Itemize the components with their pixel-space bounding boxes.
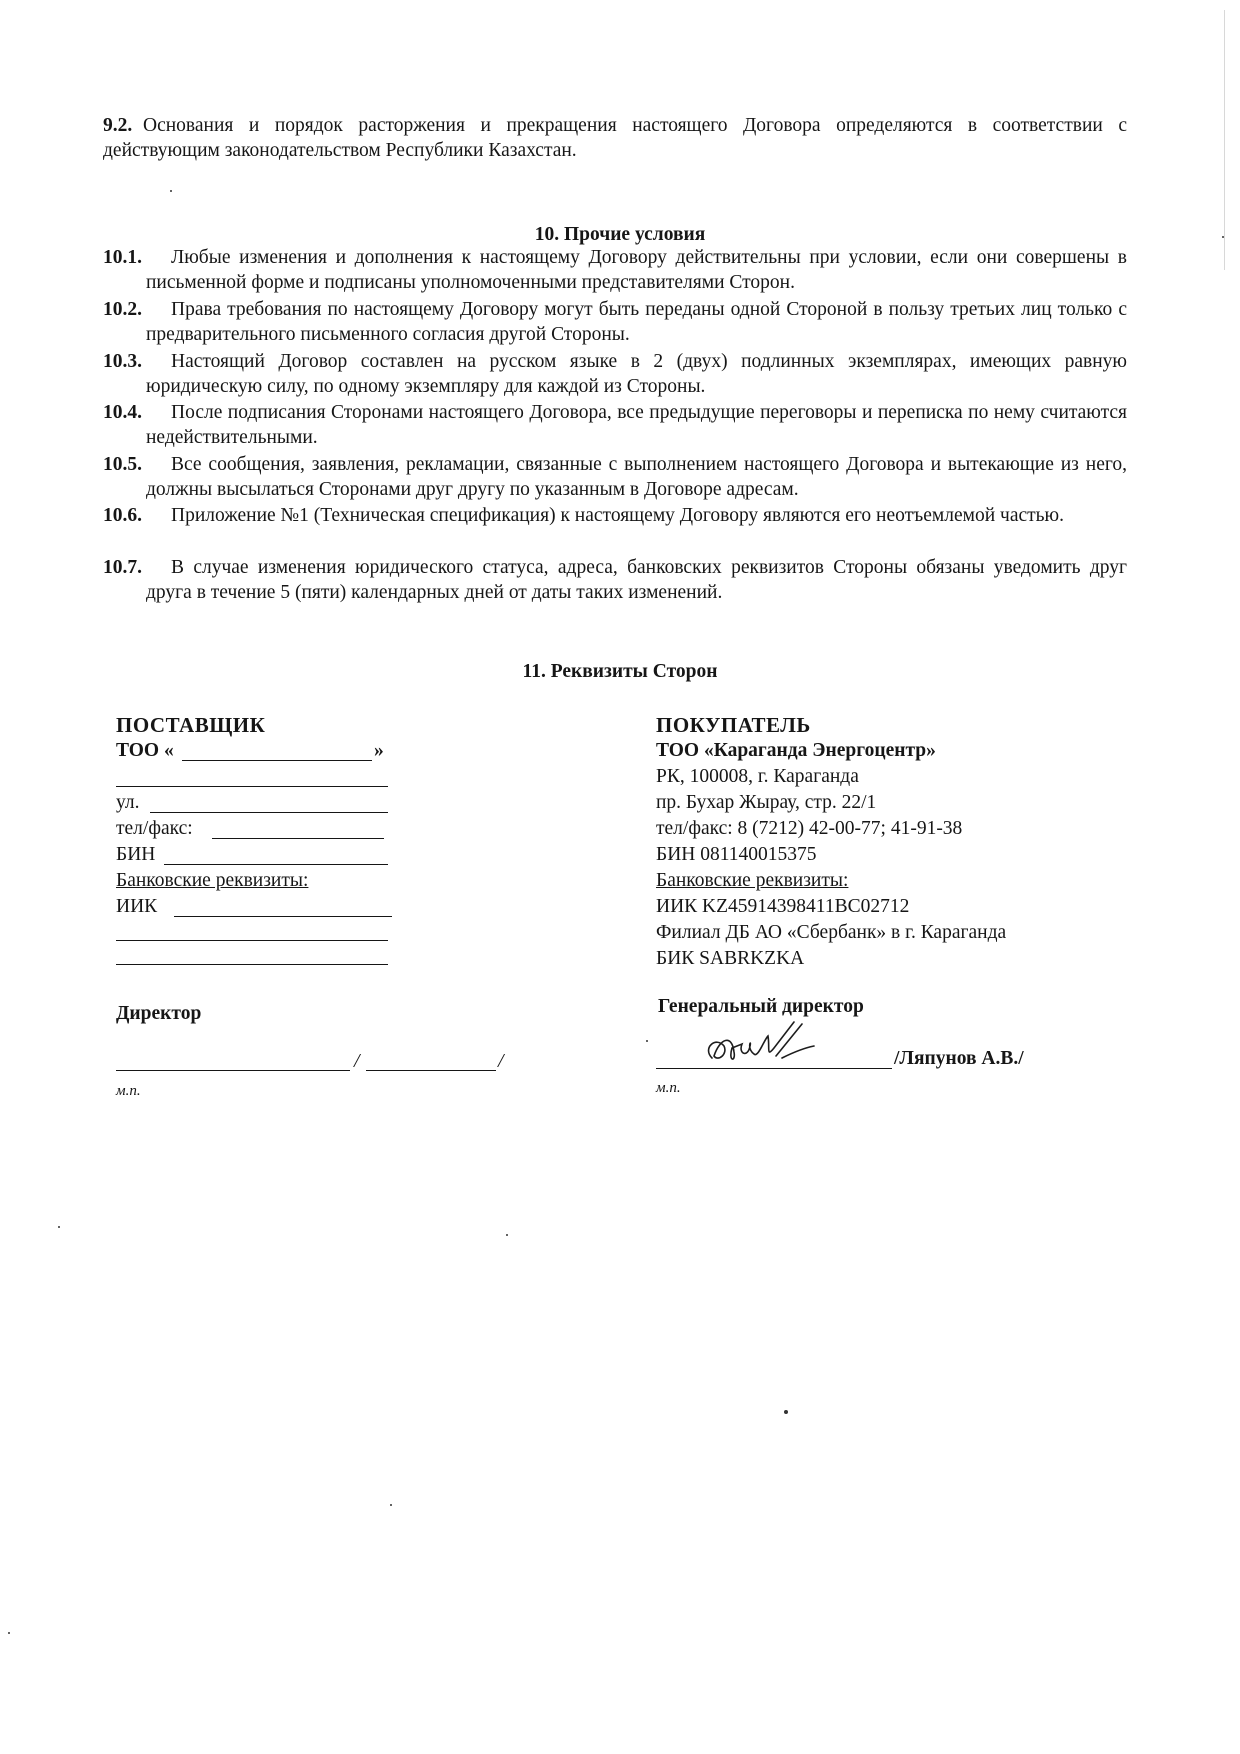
scan-speck [646,1040,648,1042]
handwritten-signature [698,1018,828,1076]
clause-number: 10.2. [103,299,142,320]
section-10-heading: 10. Прочие условия [534,224,706,245]
clause-number: 10.7. [103,557,142,578]
buyer-signatory: /Ляпунов А.В./ [894,1048,1024,1069]
scan-speck [784,1410,788,1414]
clause-text: После подписания Сторонами настоящего Договора, все предыдущие переговоры и переписка по нему считаются недействительными. [146,402,1127,448]
clause-10-6 [103,503,1127,528]
clause-text: Любые изменения и дополнения к настоящему Договору действительны при условии, если они совершены в письменной форме и подписаны уполномоченными представителями Сторон. [146,247,1127,293]
clause-text: Все сообщения, заявления, рекламации, связанные с выполнением настоящего Договора и вытекающие из него, должны высылаться Сторонами друг другу по указанным в Договоре адресам. [146,454,1127,500]
clause-text: Основания и порядок расторжения и прекращения настоящего Договора определяются в соответствии с действующим законодательством Республики Казахстан. [103,115,1127,161]
supplier-company-row [116,738,416,764]
scan-speck [390,1504,392,1506]
buyer-bin: БИН 081140015375 [656,844,817,865]
company-prefix: ТОО « [116,740,174,761]
bin-label: БИН [116,844,156,865]
buyer-phone: тел/факс: 8 (7212) 42-00-77; 41-91-38 [656,818,963,839]
buyer-address-line-1: РК, 100008, г. Караганда [656,766,859,787]
clause-number: 10.6. [103,505,142,526]
scan-speck [170,190,172,192]
signature-separator: / [354,1050,360,1072]
signature-separator: / [498,1050,504,1072]
buyer-bank-label: Банковские реквизиты: [656,870,849,891]
clause-number: 9.2. [103,115,133,136]
bin-blank [164,842,388,865]
scan-speck [58,1226,60,1228]
phone-blank [212,816,384,839]
buyer-bik: БИК SABRKZKA [656,948,805,969]
clause-10-1 [103,245,1127,295]
clause-text: Настоящий Договор составлен на русском языке в 2 (двух) подлинных экземплярах, имеющих равную юридическую силу, по одному экземпляру для каждой из Стороны. [146,351,1127,397]
buyer-stamp-label: м.п. [656,1080,681,1096]
buyer-director-label: Генеральный директор [658,996,864,1017]
buyer-block [656,712,1176,972]
buyer-title: ПОКУПАТЕЛЬ [656,713,811,737]
iik-label: ИИК [116,896,158,917]
supplier-title: ПОСТАВЩИК [116,713,266,737]
company-name-blank [182,738,372,761]
supplier-block [116,712,416,972]
blank-line [116,764,388,787]
clause-number: 10.1. [103,247,142,268]
scan-speck [506,1234,508,1236]
street-label: ул. [116,792,140,813]
supplier-director-label: Директор [116,1003,202,1024]
clause-text: Права требования по настоящему Договору могут быть переданы одной Стороной в пользу третьих лиц только с предварительного письменного согласия другой Стороны. [146,299,1127,345]
iik-blank [174,894,392,917]
phone-label: тел/факс: [116,818,193,839]
supplier-bank-label: Банковские реквизиты: [116,870,309,891]
company-suffix: » [374,740,384,761]
clause-text: В случае изменения юридического статуса, адреса, банковских реквизитов Стороны обязаны уведомить друг друга в течение 5 (пяти) календарных дней от даты таких изменений. [146,557,1127,603]
supplier-blank-row [116,764,416,790]
clause-number: 10.4. [103,402,142,423]
clause-10-3 [103,349,1127,399]
clause-10-5 [103,452,1127,502]
supplier-name-line [366,1048,496,1071]
clause-10-4 [103,400,1127,450]
scan-speck [8,1632,10,1634]
buyer-branch: Филиал ДБ АО «Сбербанк» в г. Караганда [656,922,1007,943]
clause-text: Приложение №1 (Техническая спецификация) к настоящему Договору являются его неотъемлемой частью. [171,505,1064,526]
blank-line [116,946,388,965]
clause-10-7 [103,555,1127,605]
supplier-blank-row-2 [116,920,416,946]
buyer-address-line-2: пр. Бухар Жырау, стр. 22/1 [656,792,877,813]
supplier-signature-line [116,1048,350,1071]
supplier-stamp-label: м.п. [116,1083,141,1099]
clause-number: 10.3. [103,351,142,372]
street-blank [150,790,388,813]
buyer-iik: ИИК KZ45914398411BC02712 [656,896,910,917]
supplier-street-row [116,790,416,816]
clause-9-2 [103,113,1127,163]
scan-edge-mark [1224,10,1225,270]
supplier-phone-row [116,816,416,842]
clause-10-2 [103,297,1127,347]
section-11-heading: 11. Реквизиты Сторон [522,661,718,682]
buyer-company: ТОО «Караганда Энергоцентр» [656,740,936,761]
blank-line [116,920,388,941]
clause-number: 10.5. [103,454,142,475]
supplier-bin-row [116,842,416,868]
supplier-iik-row [116,894,416,920]
supplier-blank-row-3 [116,946,416,972]
